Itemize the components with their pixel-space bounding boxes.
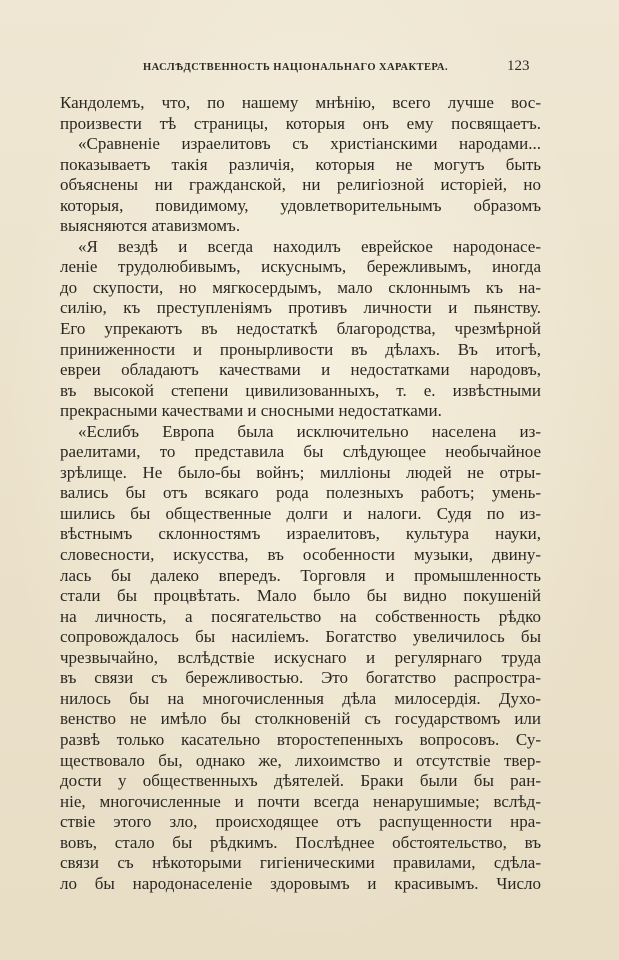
text-line: венство не имѣло бы столкновеній съ государствомъ или bbox=[60, 709, 541, 729]
text-line: «Я вездѣ и всегда находилъ еврейское народонасе- bbox=[78, 236, 541, 256]
text-line: силію, къ преступленіямъ противъ личности и пьянству. bbox=[60, 298, 541, 318]
text-line: вались бы отъ всякаго рода полезныхъ работъ; умень- bbox=[60, 483, 541, 503]
paragraph bbox=[60, 422, 541, 895]
text-line: зрѣлище. Не было-бы войнъ; милліоны людей не отры- bbox=[60, 462, 541, 482]
text-line: приниженности и пронырливости въ дѣлахъ. Въ итогѣ, bbox=[60, 339, 541, 359]
text-line: прекрасными качествами и сносными недостатками. bbox=[60, 401, 442, 421]
text-line: нилось бы на многочисленныя дѣла милосердія. Духо- bbox=[60, 688, 541, 708]
text-line: въ высокой степени цивилизованныхъ, т. е. извѣстными bbox=[60, 380, 541, 400]
running-head-title: НАСЛѢДСТВЕННОСТЬ НАЦІОНАЛЬНАГО ХАРАКТЕРА. bbox=[143, 62, 448, 73]
text-line: леніе трудолюбивымъ, искуснымъ, бережливымъ, иногда bbox=[60, 257, 541, 277]
text-line: ществовало бы, однако же, лихоимство и отсутствіе твер- bbox=[60, 750, 541, 770]
text-line: которыя, повидимому, удовлетворительнымъ образомъ bbox=[60, 195, 541, 215]
text-line: стали бы процвѣтать. Мало было бы видно покушеній bbox=[60, 586, 541, 606]
text-line: «Еслибъ Европа была исключительно населена из- bbox=[78, 421, 541, 441]
text-line: ло бы народонаселеніе здоровымъ и красивымъ. Число bbox=[60, 873, 541, 893]
paragraph bbox=[60, 237, 541, 422]
text-line: вовъ, стало бы рѣдкимъ. Послѣднее обстоятельство, въ bbox=[60, 832, 541, 852]
text-line: Его упрекаютъ въ недостаткѣ благородства, чрезмѣрной bbox=[60, 319, 541, 339]
text-line: дости у общественныхъ дѣятелей. Браки были бы ран- bbox=[60, 771, 541, 791]
text-line: шились бы общественные долги и налоги. Судя по из- bbox=[60, 503, 541, 523]
text-line: вѣстнымъ склонностямъ израелитовъ, культура науки, bbox=[60, 524, 541, 544]
body-text bbox=[60, 93, 541, 894]
text-line: выясняются атавизмомъ. bbox=[60, 216, 241, 236]
text-line: до скупости, но мягкосердымъ, мало склоннымъ къ на- bbox=[60, 277, 541, 297]
text-line: чрезвычайно, вслѣдствіе искуснаго и регулярнаго труда bbox=[60, 647, 541, 667]
text-line: на личность, а посягательство на собственность рѣдко bbox=[60, 606, 541, 626]
text-line: произвести тѣ страницы, которыя онъ ему посвящаетъ. bbox=[60, 113, 541, 133]
text-line: лась бы далеко впередъ. Торговля и промышленность bbox=[60, 565, 541, 585]
paragraph bbox=[60, 134, 541, 237]
text-line: объяснены ни гражданской, ни религіозной исторіей, но bbox=[60, 175, 541, 195]
text-line: въ связи съ бережливостью. Это богатство распростра- bbox=[60, 668, 541, 688]
text-line: ствіе этого зло, происходящее отъ распущенности нра- bbox=[60, 812, 541, 832]
page-number: 123 bbox=[507, 58, 530, 74]
text-line: развѣ только касательно второстепенныхъ вопросовъ. Су- bbox=[60, 729, 541, 749]
text-line: сопровождалось бы насиліемъ. Богатство увеличилось бы bbox=[60, 627, 541, 647]
paragraph bbox=[60, 93, 541, 134]
text-line: евреи обладаютъ качествами и недостатками народовъ, bbox=[60, 360, 541, 380]
text-line: связи съ нѣкоторыми гигіеническими правилами, сдѣла- bbox=[60, 853, 541, 873]
text-line: «Сравненіе израелитовъ съ христіанскими народами... bbox=[78, 134, 541, 154]
text-line: ніе, многочисленные и почти всегда ненарушимые; вслѣд- bbox=[60, 791, 541, 811]
text-line: словесности, искусства, въ особенности музыки, двину- bbox=[60, 545, 541, 565]
text-line: раелитами, то представила бы слѣдующее необычайное bbox=[60, 442, 541, 462]
text-line: Кандолемъ, что, по нашему мнѣнію, всего лучше вос- bbox=[60, 93, 541, 112]
text-line: показываетъ такія различія, которыя не могутъ быть bbox=[60, 154, 541, 174]
